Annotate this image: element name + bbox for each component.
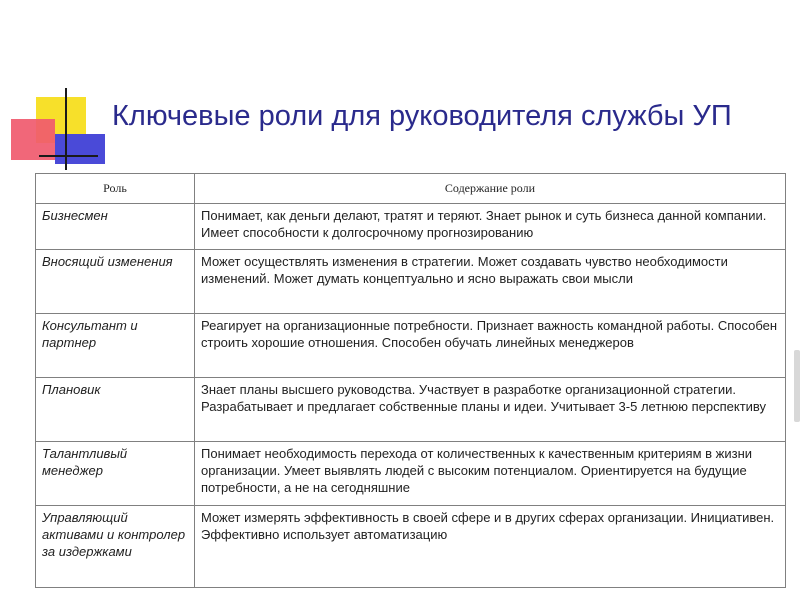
role-cell: Консультант и партнер	[36, 314, 195, 378]
scrollbar[interactable]	[794, 350, 800, 422]
table-header-row	[36, 174, 786, 204]
content-cell: Может измерять эффективность в своей сфере и в других сферах организации. Инициативен. Эффективно использует автоматизацию	[195, 506, 786, 588]
role-cell: Вносящий изменения	[36, 250, 195, 314]
table-row	[36, 250, 786, 314]
content-cell: Понимает, как деньги делают, тратят и теряют. Знает рынок и суть бизнеса данной компании. Имеет способности к долгосрочному прогнозированию	[195, 204, 786, 250]
roles-table	[35, 173, 786, 588]
role-cell: Плановик	[36, 378, 195, 442]
content-cell: Может осуществлять изменения в стратегии. Может создавать чувство необходимости изменений. Может думать концептуально и ясно выражать свои мысли	[195, 250, 786, 314]
logo-blue-square	[55, 134, 105, 164]
content-cell: Понимает необходимость перехода от количественных к качественным критериям в жизни организации. Умеет выявлять людей с высоким потенциалом. Ориентируется на будущие потребности, а не на сегодняшние	[195, 442, 786, 506]
role-cell: Талантливый менеджер	[36, 442, 195, 506]
role-cell: Управляющий активами и контролер за издержками	[36, 506, 195, 588]
table-row	[36, 378, 786, 442]
content-cell: Знает планы высшего руководства. Участвует в разработке организационной стратегии. Разрабатывает и предлагает собственные планы и идеи. Учитывает 3-5 летнюю перспективу	[195, 378, 786, 442]
table-row	[36, 506, 786, 588]
table-row	[36, 204, 786, 250]
header-content: Содержание роли	[195, 174, 786, 204]
logo-horizontal-line	[39, 155, 98, 157]
slide-title: Ключевые роли для руководителя службы УП	[112, 100, 732, 132]
logo-red-square	[11, 119, 55, 160]
slide-logo-decoration	[0, 0, 110, 175]
role-cell: Бизнесмен	[36, 204, 195, 250]
table-row	[36, 442, 786, 506]
logo-vertical-line	[65, 88, 67, 170]
content-cell: Реагирует на организационные потребности. Признает важность командной работы. Способен строить хорошие отношения. Способен обучать линейных менеджеров	[195, 314, 786, 378]
header-role: Роль	[36, 174, 195, 204]
table-row	[36, 314, 786, 378]
